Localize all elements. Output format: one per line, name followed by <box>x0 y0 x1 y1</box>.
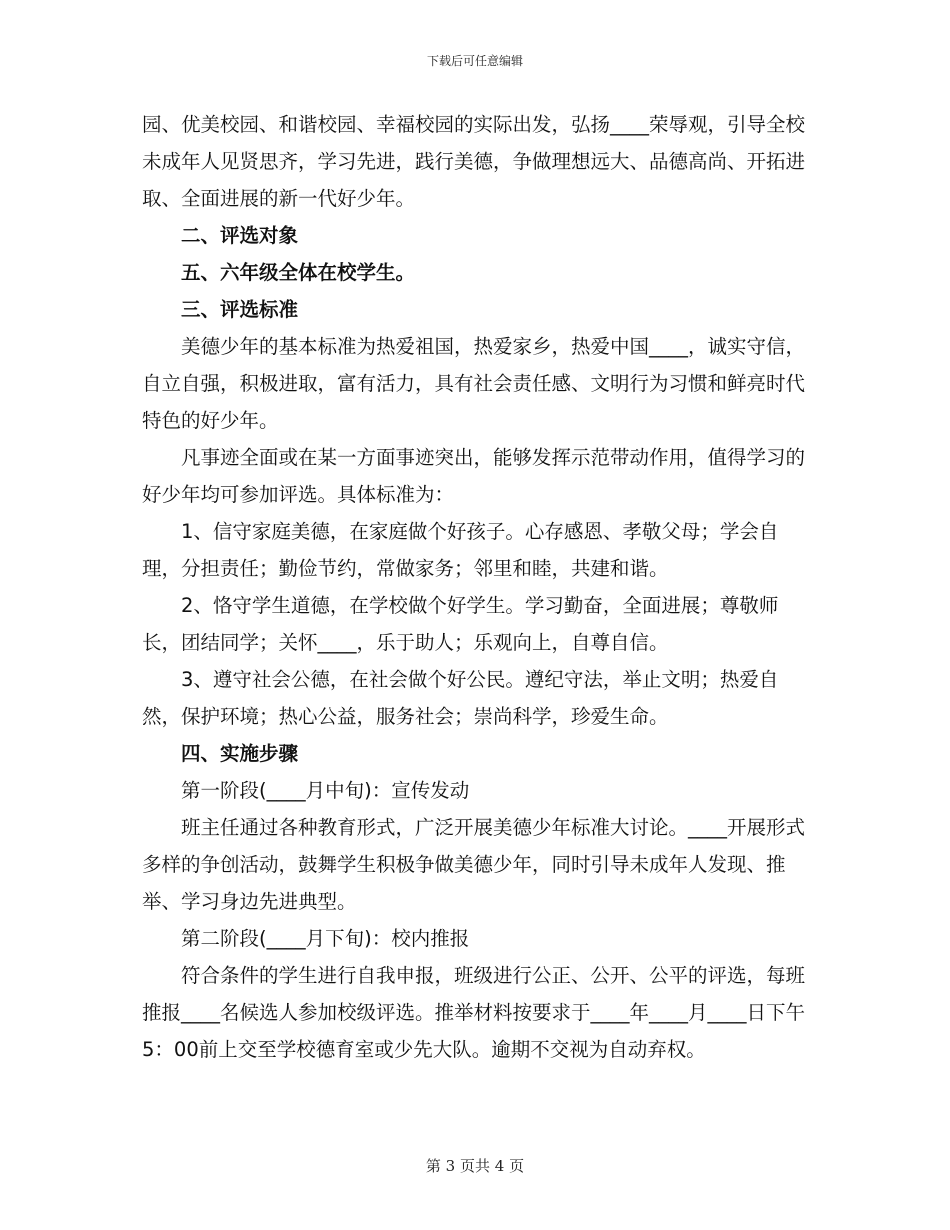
paragraph: 美德少年的基本标准为热爱祖国，热爱家乡，热爱中国____，诚实守信，自立自强，积极进取，富有活力，具有社会责任感、文明行为习惯和鲜亮时代特色的好少年。 <box>142 335 806 432</box>
section-heading: 三、评选标准 <box>181 298 299 321</box>
paragraph: 符合条件的学生进行自我申报，班级进行公正、公开、公平的评选，每班推报____名候选人参加校级评选。推举材料按要求于____年____月____日下午5：00前上交至学校德育室或少先大队。逾期不交视为自动弃权。 <box>142 964 806 1061</box>
paragraph: 凡事迹全面或在某一方面事迹突出，能够发挥示范带动作用，值得学习的好少年均可参加评选。具体标准为： <box>142 446 806 506</box>
paragraph: 园、优美校园、和谐校园、幸福校园的实际出发，弘扬____荣辱观，引导全校未成年人见贤思齐，学习先进，践行美德，争做理想远大、品德高尚、开拓进取、全面进展的新一代好少年。 <box>142 113 806 210</box>
paragraph: 1、信守家庭美德，在家庭做个好孩子。心存感恩、孝敬父母；学会自理，分担责任；勤俭节约，常做家务；邻里和睦，共建和谐。 <box>142 520 779 580</box>
document-body <box>142 106 812 1068</box>
paragraph: 班主任通过各种教育形式，广泛开展美德少年标准大讨论。____开展形式多样的争创活动，鼓舞学生积极争做美德少年，同时引导未成年人发现、推举、学习身边先进典型。 <box>142 816 806 913</box>
section-heading: 五、六年级全体在校学生。 <box>181 261 416 284</box>
section-heading: 四、实施步骤 <box>181 742 299 765</box>
paragraph: 2、恪守学生道德，在学校做个好学生。学习勤奋，全面进展；尊敬师长，团结同学；关怀____，乐于助人；乐观向上，自尊自信。 <box>142 594 779 654</box>
section-heading: 二、评选对象 <box>181 224 299 247</box>
page-header: 下载后可任意编辑 <box>426 54 523 68</box>
paragraph: 第一阶段(____月中旬)：宣传发动 <box>181 779 470 802</box>
page-footer: 第 3 页共 4 页 <box>425 1157 525 1175</box>
paragraph: 第二阶段(____月下旬)：校内推报 <box>181 927 470 950</box>
paragraph: 3、遵守社会公德，在社会做个好公民。遵纪守法，举止文明；热爱自然，保护环境；热心公益，服务社会；崇尚科学，珍爱生命。 <box>142 668 779 728</box>
